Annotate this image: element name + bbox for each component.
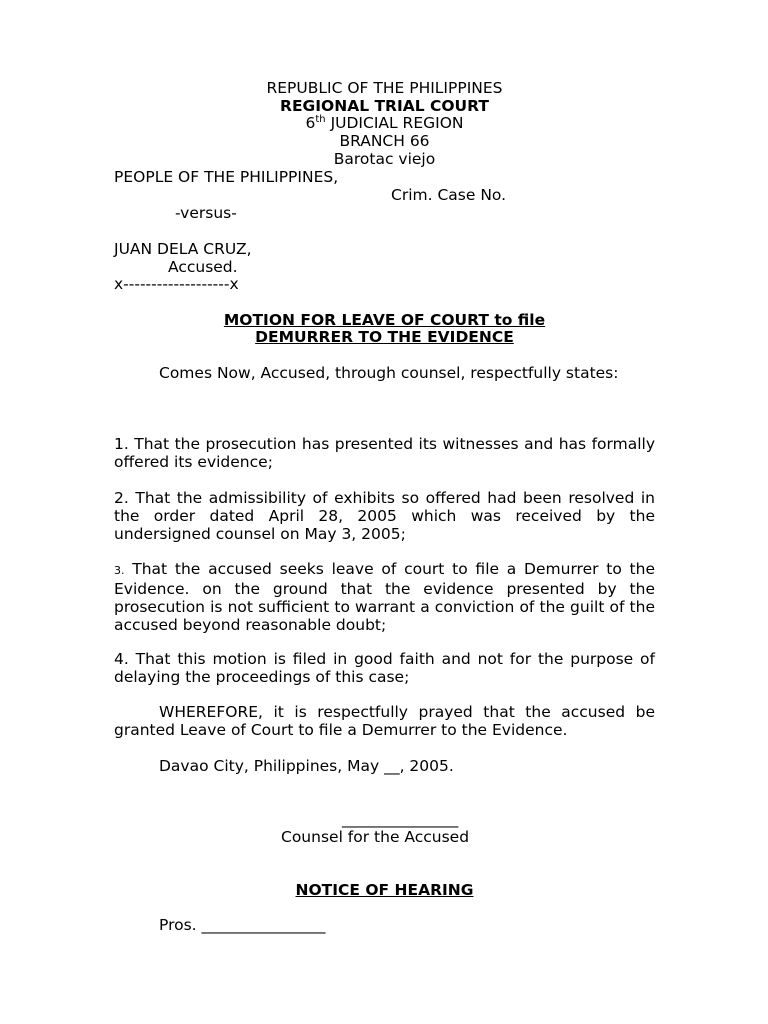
item-4-paragraph: 4. That this motion is filed in good faith and not for the purpose of delaying the proceedings of this case; (114, 650, 655, 686)
signature-label: Counsel for the Accused (281, 828, 470, 846)
header-region (114, 114, 655, 132)
intro-paragraph: Comes Now, Accused, through counsel, respectfully states: (159, 364, 619, 382)
item-2-paragraph: 2. That the admissibility of exhibits so offered had been resolved in the order dated April 28, 2005 which was received by the undersigned counsel on May 3, 2005; (114, 489, 655, 543)
region-suffix: th (315, 114, 326, 125)
caption-case-no: Crim. Case No. (391, 186, 507, 204)
motion-title-line1: MOTION FOR LEAVE OF COURT to file (223, 311, 546, 329)
caption-versus: -versus- (175, 204, 237, 222)
item-3-paragraph (114, 560, 655, 634)
region-number: 6 (305, 114, 316, 132)
item-3-number: 3. (114, 564, 125, 577)
notice-pros: Pros. ________________ (159, 916, 326, 934)
caption-accused-label: Accused. (168, 258, 238, 276)
header-branch: BRANCH 66 (339, 132, 430, 150)
header-court: REGIONAL TRIAL COURT (280, 97, 489, 115)
item-1-paragraph: 1. That the prosecution has presented its witnesses and has formally offered its evidence; (114, 435, 655, 471)
signature-line: _______________ (342, 810, 459, 828)
item-3-text: That the accused seeks leave of court to file a Demurrer to the Evidence. on the ground that the evidence presented by the prosecution is not sufficient to warrant a conviction of the guilt of the accused beyond reasonable doubt; (114, 560, 655, 634)
region-text: JUDICIAL REGION (325, 114, 464, 132)
caption-plaintiff: PEOPLE OF THE PHILIPPINES, (114, 168, 339, 186)
notice-title: NOTICE OF HEARING (295, 881, 474, 899)
wherefore-paragraph: WHEREFORE, it is respectfully prayed that the accused be granted Leave of Court to file a Demurrer to the Evidence. (114, 703, 655, 739)
caption-accused-name: JUAN DELA CRUZ, (114, 240, 252, 258)
motion-title-line2: DEMURRER TO THE EVIDENCE (255, 328, 514, 346)
dateline: Davao City, Philippines, May __, 2005. (159, 757, 454, 775)
header-republic: REPUBLIC OF THE PHILIPPINES (266, 79, 503, 97)
caption-separator: x-------------------x (114, 275, 239, 293)
header-place: Barotac viejo (333, 150, 436, 168)
